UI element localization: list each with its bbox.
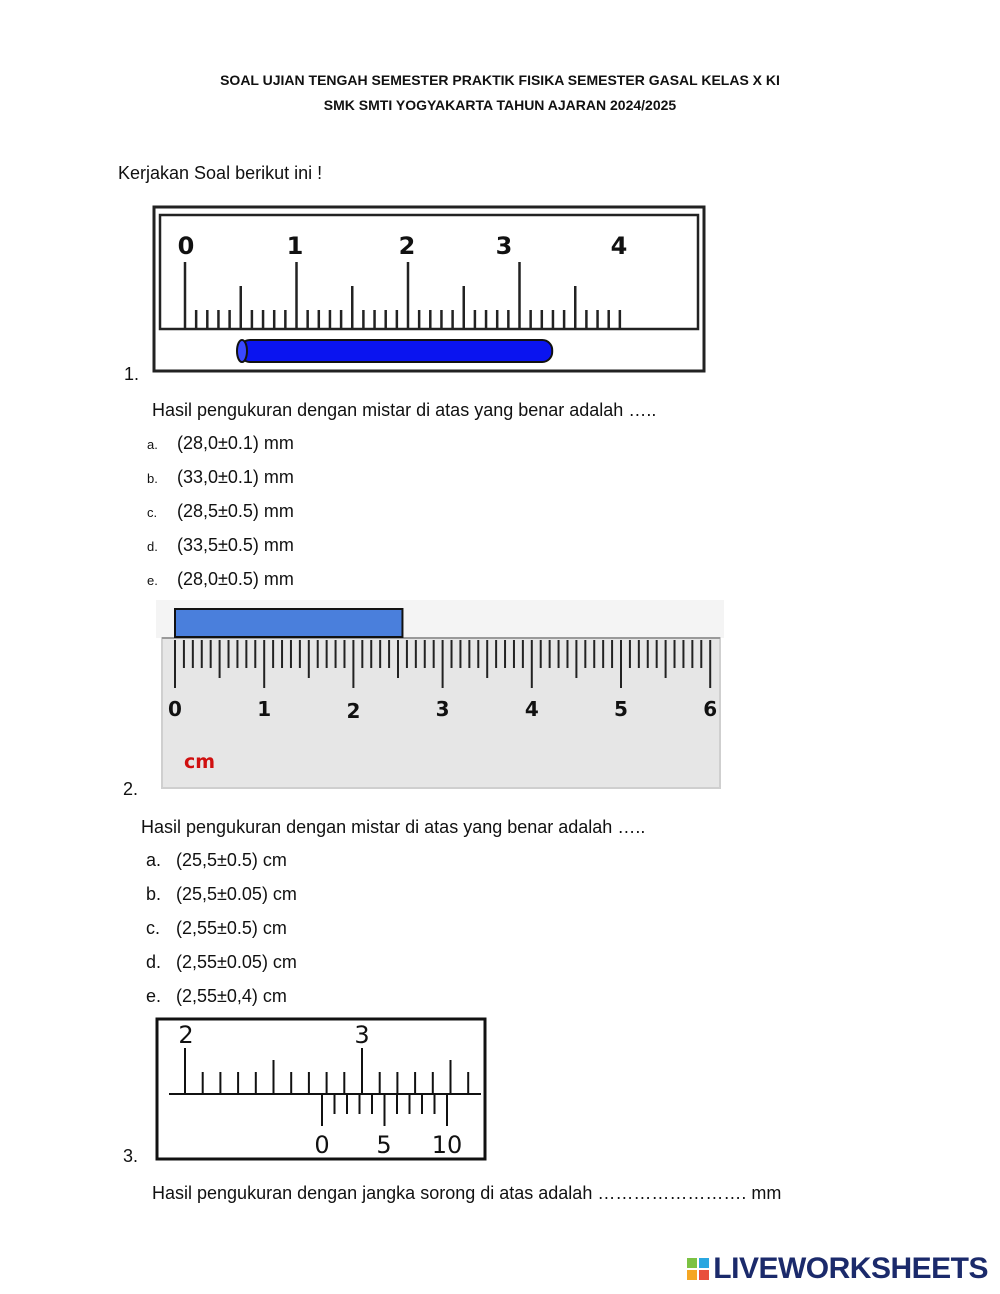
q1-option-d-letter: d. [147, 539, 158, 554]
liveworksheets-wordmark: LIVEWORKSHEETS [713, 1252, 988, 1285]
ruler-figure-2 [156, 600, 724, 792]
ruler-2-label-1: 1 [257, 697, 272, 721]
q1-option-a[interactable]: (28,0±0.1) mm [177, 433, 294, 453]
cylinder-end [237, 340, 247, 362]
q2-option-b[interactable]: (25,5±0.05) cm [176, 884, 297, 904]
q1-option-c-letter: c. [147, 505, 158, 520]
question-1-number: 1. [124, 364, 140, 384]
header-line-2: SMK SMTI YOGYAKARTA TAHUN AJARAN 2024/2025 [323, 97, 677, 113]
instruction: Kerjakan Soal berikut ini ! [118, 163, 323, 183]
ruler-1-label-1: 1 [286, 232, 304, 260]
vernier-label-5: 5 [376, 1131, 392, 1159]
q2-option-c[interactable]: (2,55±0.5) cm [176, 918, 287, 938]
ruler-2-label-3: 3 [435, 697, 450, 721]
question-3-prompt: Hasil pengukuran dengan jangka sorong di atas adalah ……………………. mm [152, 1183, 782, 1203]
vernier-label-0: 0 [314, 1131, 330, 1159]
vernier-main-label-3: 3 [354, 1021, 370, 1049]
ruler-2-unit: cm [184, 751, 216, 773]
ruler-2-label-6: 6 [703, 697, 718, 721]
q2-option-b-letter: b. [146, 884, 162, 904]
liveworksheets-logo[interactable] [687, 1252, 988, 1286]
liveworksheets-icon [687, 1258, 709, 1280]
q1-option-b[interactable]: (33,0±0.1) mm [177, 467, 294, 487]
q2-option-a-letter: a. [146, 850, 162, 870]
q1-option-a-letter: a. [147, 437, 158, 452]
vernier-label-10: 10 [431, 1131, 463, 1159]
ruler-1-label-3: 3 [495, 232, 513, 260]
q2-option-d-letter: d. [146, 952, 162, 972]
q1-option-e[interactable]: (28,0±0.5) mm [177, 569, 294, 589]
q2-option-e-letter: e. [146, 986, 162, 1006]
ruler-2-label-2: 2 [346, 699, 361, 723]
ruler-2-label-4: 4 [524, 697, 539, 721]
q2-option-a[interactable]: (25,5±0.5) cm [176, 850, 287, 870]
q2-option-c-letter: c. [146, 918, 161, 938]
q1-option-b-letter: b. [147, 471, 158, 486]
ruler-2-label-5: 5 [614, 697, 628, 721]
header-line-1: SOAL UJIAN TENGAH SEMESTER PRAKTIK FISIKA SEMESTER GASAL KELAS X KI [220, 72, 780, 88]
ruler-1-label-2: 2 [398, 232, 416, 260]
q1-option-e-letter: e. [147, 573, 158, 588]
vernier-main-label-2: 2 [178, 1021, 194, 1049]
q2-option-d[interactable]: (2,55±0.05) cm [176, 952, 297, 972]
question-1-prompt: Hasil pengukuran dengan mistar di atas yang benar adalah ….. [152, 400, 657, 420]
q1-option-c[interactable]: (28,5±0.5) mm [177, 501, 294, 521]
ruler-2-label-0: 0 [168, 697, 182, 721]
ruler-1-label-4: 4 [610, 232, 628, 260]
measured-cylinder [240, 340, 552, 362]
vernier-figure-3 [155, 1017, 488, 1163]
q1-option-d[interactable]: (33,5±0.5) mm [177, 535, 294, 555]
q2-option-e[interactable]: (2,55±0,4) cm [176, 986, 287, 1006]
ruler-1-label-0: 0 [177, 232, 195, 260]
question-2-prompt: Hasil pengukuran dengan mistar di atas yang benar adalah ….. [141, 817, 646, 837]
question-2-number: 2. [123, 779, 139, 799]
question-3-number: 3. [123, 1146, 139, 1166]
measured-block [175, 609, 402, 637]
ruler-figure-1 [152, 205, 708, 375]
